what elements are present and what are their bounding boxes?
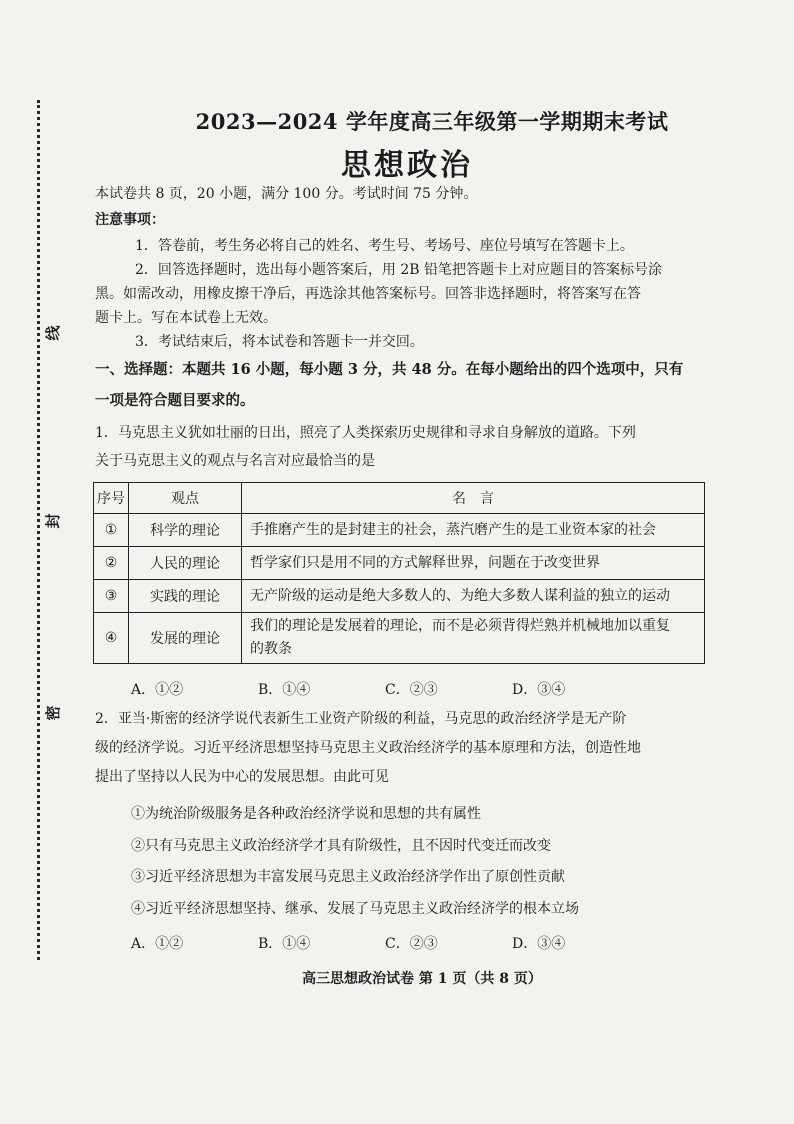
q2-stem-line-3: 提出了坚持以人民为中心的发展思想。由此可见 [95, 769, 389, 785]
table-row [94, 613, 705, 664]
row-no: ④ [94, 613, 129, 664]
subject-title: 思想政治 [341, 148, 473, 183]
q1-option-c[interactable]: C．②③ [385, 682, 438, 698]
row-view: 科学的理论 [129, 514, 242, 547]
note-3: 3．考试结束后，将本试卷和答题卡一并交回。 [135, 334, 424, 350]
row-quote-line-1: 我们的理论是发展着的理论，而不是必须背得烂熟并机械地加以重复 [250, 618, 670, 634]
note-2-line-1: 2．回答选择题时，选出每小题答案后，用 2B 铅笔把答题卡上对应题目的答案标号涂 [135, 262, 663, 278]
table-header-no: 序号 [94, 483, 129, 514]
exam-title: 2023—2024 学年度高三年级第一学期期末考试 [195, 109, 669, 134]
q2-option-a[interactable]: A．①② [131, 936, 184, 952]
section-1-heading-line-2: 一项是符合题目要求的。 [95, 392, 255, 409]
q2-item: ③习近平经济思想为丰富发展马克思主义政治经济学作出了原创性贡献 [131, 869, 565, 885]
row-no: ① [94, 514, 129, 547]
table-row [94, 580, 705, 613]
row-no: ② [94, 547, 129, 580]
row-view: 实践的理论 [129, 580, 242, 613]
exam-info: 本试卷共 8 页，20 小题，满分 100 分。考试时间 75 分钟。 [95, 186, 478, 202]
notes-heading: 注意事项： [95, 212, 165, 228]
q2-item: ①为统治阶级服务是各种政治经济学说和思想的共有属性 [131, 806, 481, 822]
row-view: 发展的理论 [129, 613, 242, 664]
binding-char-mi: 密 [44, 705, 62, 721]
binding-char-feng: 封 [44, 513, 62, 529]
row-quote: 手推磨产生的是封建主的社会，蒸汽磨产生的是工业资本家的社会 [242, 514, 705, 547]
q2-option-d[interactable]: D．③④ [512, 936, 566, 952]
q2-item: ④习近平经济思想坚持、继承、发展了马克思主义政治经济学的根本立场 [131, 901, 579, 917]
q2-item: ②只有马克思主义政治经济学才具有阶级性，且不因时代变迁而改变 [131, 838, 551, 854]
q2-option-b[interactable]: B．①④ [258, 936, 311, 952]
table-row [94, 514, 705, 547]
section-1-heading-line-1: 一、选择题：本题共 16 小题，每小题 3 分，共 48 分。在每小题给出的四个选项中，只有 [95, 361, 684, 378]
q1-stem-line-1: 1．马克思主义犹如壮丽的日出，照亮了人类探索历史规律和寻求自身解放的道路。下列 [95, 425, 636, 441]
binding-dotted-line [37, 100, 40, 960]
page-footer: 高三思想政治试卷 第 1 页（共 8 页） [302, 971, 542, 987]
q1-table [93, 482, 705, 664]
row-no: ③ [94, 580, 129, 613]
row-quote: 哲学家们只是用不同的方式解释世界，问题在于改变世界 [242, 547, 705, 580]
q1-option-b[interactable]: B．①④ [258, 682, 311, 698]
q1-stem-line-2: 关于马克思主义的观点与名言对应最恰当的是 [95, 453, 375, 469]
q2-option-c[interactable]: C．②③ [385, 936, 438, 952]
row-quote [242, 613, 705, 664]
q1-options [131, 679, 691, 699]
q1-option-a[interactable]: A．①② [131, 682, 184, 698]
q1-option-d[interactable]: D．③④ [512, 682, 566, 698]
table-header-quote: 名 言 [242, 483, 705, 514]
binding-char-xian: 线 [44, 325, 62, 341]
table-row [94, 547, 705, 580]
q2-stem-line-1: 2．亚当·斯密的经济学说代表新生工业资产阶级的利益，马克思的政治经济学是无产阶 [95, 711, 627, 727]
table-header-row [94, 483, 705, 514]
note-1: 1．答卷前，考生务必将自己的姓名、考生号、考场号、座位号填写在答题卡上。 [135, 238, 634, 254]
q2-stem-line-2: 级的经济学说。习近平经济思想坚持马克思主义政治经济学的基本原理和方法，创造性地 [95, 740, 641, 756]
q2-options [131, 933, 691, 953]
row-quote-line-2: 的教条 [250, 641, 292, 657]
row-quote: 无产阶级的运动是绝大多数人的、为绝大多数人谋利益的独立的运动 [242, 580, 705, 613]
row-view: 人民的理论 [129, 547, 242, 580]
note-2-line-2: 黑。如需改动，用橡皮擦干净后，再选涂其他答案标号。回答非选择题时，将答案写在答 [95, 286, 641, 302]
note-2-line-3: 题卡上。写在本试卷上无效。 [95, 310, 277, 326]
table-header-view: 观点 [129, 483, 242, 514]
